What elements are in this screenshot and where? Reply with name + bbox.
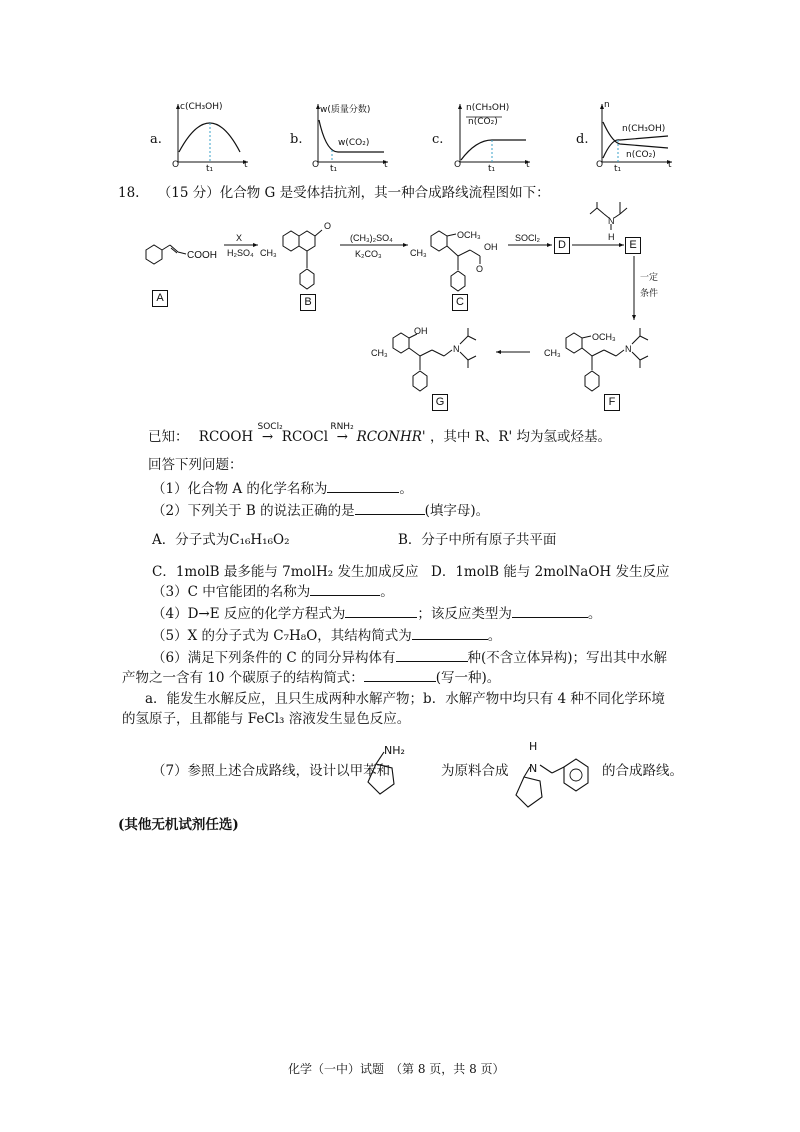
- label-d: D: [554, 237, 570, 254]
- graph-a-ylabel: c(CH₃OH): [180, 102, 223, 112]
- q7-target-structure: [510, 735, 610, 815]
- synthesis-scheme: [0, 0, 800, 420]
- known-r3: RCONHR': [356, 429, 426, 445]
- graph-c-origin: O: [454, 160, 462, 170]
- compound-g-ch3: CH₃: [371, 348, 388, 358]
- q2-blank[interactable]: [355, 501, 425, 515]
- condition-line1: 一定: [640, 272, 659, 282]
- q4-text-2: ；该反应类型为: [417, 606, 512, 622]
- q2: [152, 501, 489, 520]
- question-header-text: （15 分）化合物 G 是受体拮抗剂，其一种合成路线流程图如下：: [157, 185, 550, 201]
- known-over2: RNH₂: [330, 422, 354, 432]
- q4-text: （4）D→E 反应的化学方程式为: [152, 606, 346, 622]
- graph-a-tick: t₁: [206, 164, 214, 174]
- q1-blank[interactable]: [327, 479, 399, 493]
- q1-end: 。: [399, 481, 413, 497]
- arrow-1-top: X: [236, 233, 243, 243]
- q4-end: 。: [587, 606, 602, 622]
- graph-c-letter: c.: [432, 132, 444, 147]
- graph-b-extra: w(CO₂): [338, 138, 370, 148]
- graph-d-xlabel: t: [668, 160, 672, 170]
- q2-option-a: A．分子式为C₁₆H₁₆O₂: [152, 532, 290, 548]
- known-r1: RCOOH: [198, 429, 254, 445]
- note: (其他无机试剂任选): [118, 817, 239, 833]
- q6-blank-1[interactable]: [396, 648, 468, 662]
- graph-d-extra: n(CH₃OH): [622, 124, 666, 134]
- q7-text-3: 的合成路线。: [602, 763, 683, 779]
- q5-blank[interactable]: [412, 626, 488, 640]
- graph-b-xlabel: t: [384, 160, 388, 170]
- q6-condition-1: a．能发生水解反应，且只生成两种水解产物；b．水解产物中均只有 4 种不同化学环境: [145, 691, 665, 707]
- compound-f-n: N: [625, 344, 632, 354]
- arrow-1-bottom: H₂SO₄: [227, 248, 254, 258]
- graph-d-ylabel: n: [604, 100, 610, 110]
- known-over1: SOCl₂: [257, 422, 283, 432]
- known-suffix: ，其中 R、R' 均为氢或烃基。: [429, 429, 612, 445]
- q5-end: 。: [487, 628, 502, 644]
- intro: 回答下列问题：: [148, 457, 243, 473]
- known-reaction: 已知： RCOOH SOCl₂ → RCOCl RNH₂ → RCONHR' ，其中 R、R' 均为氢或烃基。: [148, 428, 611, 446]
- q7-n: N: [529, 762, 538, 775]
- graph-d-extra2: n(CO₂): [626, 150, 656, 160]
- label-c: C: [452, 294, 468, 311]
- q6-blank-2[interactable]: [364, 668, 436, 682]
- compound-f-ch3: CH₃: [544, 348, 561, 358]
- known-prefix: 已知：: [148, 429, 189, 445]
- graph-b-letter: b.: [290, 132, 303, 147]
- graph-a-xlabel: t: [244, 160, 248, 170]
- graph-b-tick: t₁: [330, 164, 338, 174]
- compound-c-ch3: CH₃: [410, 248, 427, 258]
- q6-condition-2: 的氢原子，且都能与 FeCl₃ 溶液发生显色反应。: [122, 711, 411, 727]
- q7-text: （7）参照上述合成路线，设计以甲苯和: [152, 763, 391, 779]
- q1: [152, 479, 413, 498]
- q6-text: （6）满足下列条件的 C 的同分异构体有: [152, 650, 396, 666]
- compound-b-structure: [283, 230, 322, 289]
- q2-option-b: B．分子中所有原子共平面: [398, 532, 557, 548]
- compound-g-structure: [393, 328, 476, 391]
- label-g: G: [432, 394, 448, 411]
- compound-a-structure: [146, 245, 186, 264]
- q2-end: (填字母)。: [424, 503, 490, 519]
- label-e: E: [625, 237, 641, 254]
- amine-h: H: [608, 232, 615, 242]
- compound-b-o: O: [324, 221, 332, 231]
- q5: [152, 626, 501, 645]
- compound-f-och3: OCH₃: [592, 332, 616, 342]
- q5-text: （5）X 的分子式为 C₇H₈O，其结构简式为: [152, 628, 412, 644]
- graph-d-tick: t₁: [614, 164, 622, 174]
- page-footer: 化学（一中）试题 （第 8 页，共 8 页）: [288, 1062, 505, 1076]
- q3: [152, 582, 394, 601]
- amine-n: N: [608, 216, 615, 226]
- q7-text-2: 为原料合成: [441, 763, 509, 779]
- arrow-2-top: (CH₃)₂SO₄: [350, 233, 393, 243]
- graph-b-ylabel: w(质量分数): [320, 105, 371, 115]
- label-f: F: [604, 394, 620, 411]
- known-r2: RCOCl: [281, 429, 329, 445]
- q2-option-d: D．1molB 能与 2molNaOH 发生反应: [431, 564, 670, 580]
- compound-a-group: COOH: [187, 250, 217, 261]
- compound-g-n: N: [453, 344, 460, 354]
- graph-a-origin: O: [172, 160, 180, 170]
- q6: [152, 648, 667, 667]
- q6-end: (写一种)。: [435, 670, 501, 686]
- q7-nh2: NH₂: [384, 744, 405, 757]
- graph-d-letter: d.: [576, 132, 589, 147]
- graph-c-xlabel: t: [526, 160, 530, 170]
- arrow-2-bottom: K₂CO₃: [355, 249, 382, 259]
- compound-c-structure: [431, 231, 480, 291]
- q3-text: （3）C 中官能团的名称为: [152, 584, 311, 600]
- graph-d-origin: O: [596, 160, 604, 170]
- graph-c-tick: t₁: [488, 164, 496, 174]
- q7-h: H: [529, 740, 538, 753]
- q6-line2: [122, 668, 500, 687]
- compound-c-och3: OCH₃: [457, 230, 481, 240]
- graph-b-origin: O: [312, 160, 320, 170]
- graph-c-ylabel: n(CH₃OH): [466, 103, 510, 113]
- q6-text-3: 产物之一含有 10 个碳原子的结构简式：: [122, 670, 364, 686]
- compound-c-oh: OH: [484, 242, 498, 252]
- q4-blank-2[interactable]: [512, 604, 588, 618]
- label-b: B: [300, 294, 316, 311]
- q4: [152, 604, 601, 623]
- q1-text: （1）化合物 A 的化学名称为: [152, 481, 328, 497]
- compound-g-oh: OH: [414, 326, 428, 336]
- q2-text: （2）下列关于 B 的说法正确的是: [152, 503, 355, 519]
- q3-end: 。: [380, 584, 394, 600]
- q2-option-c: C．1molB 最多能与 7molH₂ 发生加成反应: [152, 564, 419, 580]
- condition-line2: 条件: [640, 288, 659, 298]
- graph-a-letter: a.: [150, 132, 162, 147]
- graph-c-ylabel2: n(CO₂): [468, 117, 498, 127]
- compound-b-ch3: CH₃: [260, 248, 277, 258]
- question-number: 18.: [118, 185, 140, 201]
- q6-text-2: 种(不含立体异构)；写出其中水解: [467, 650, 668, 666]
- q3-blank[interactable]: [310, 582, 380, 596]
- compound-c-o: O: [476, 264, 484, 274]
- q4-blank-1[interactable]: [345, 604, 417, 618]
- label-a: A: [152, 290, 168, 307]
- arrow-3-top: SOCl₂: [515, 233, 540, 243]
